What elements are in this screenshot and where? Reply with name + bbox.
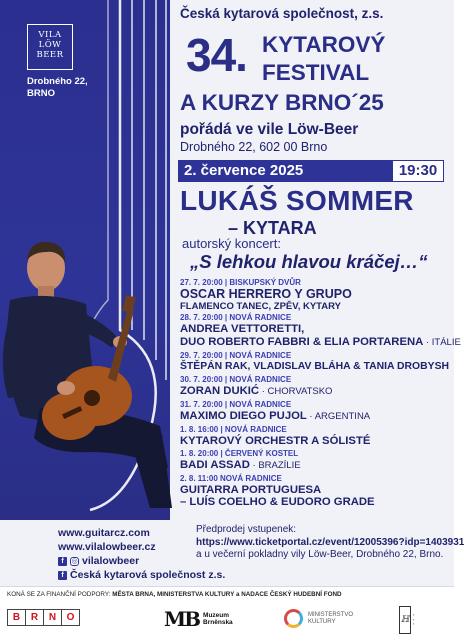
program-item-meta: 1. 8. 16:00 | NOVÁ RADNICE	[180, 424, 287, 434]
website-link-vilalowbeer[interactable]: www.vilalowbeer.cz	[58, 541, 156, 553]
ticket-sales-heading: Předprodej vstupenek:	[196, 524, 297, 535]
museum-brnenska-logo	[164, 607, 233, 631]
program-item-country: · ITÁLIE	[423, 336, 461, 348]
program-item-title: KYTAROVÝ ORCHESTR A SÓLISTÉ	[180, 434, 371, 447]
program-item-title: ANDREA VETTORETTI,	[180, 323, 305, 335]
logo-line: LÖW	[38, 40, 62, 50]
address-line: Drobného 22, 602 00 Brno	[180, 140, 328, 154]
organizer-name: Česká kytarová společnost, z.s.	[180, 6, 384, 21]
cfh-logo-text: ▪ ▪ ▪	[413, 613, 415, 627]
museum-logo-text	[203, 612, 233, 627]
concert-type: autorský koncert:	[182, 236, 281, 251]
facebook-page-link[interactable]	[58, 568, 225, 582]
performer-instrument: – KYTARA	[228, 218, 317, 238]
program-item-meta: 29. 7. 20:00 | NOVÁ RADNICE	[180, 350, 292, 360]
museum-logo-mark: MB	[164, 607, 200, 631]
program-item-country: · ARGENTINA	[306, 410, 371, 422]
festival-number: 34.	[186, 29, 247, 81]
program-item-title: ZORAN DUKIĆ	[180, 384, 260, 397]
website-link-guitarcz[interactable]: www.guitarcz.com	[58, 527, 150, 539]
concert-date-bar	[178, 160, 444, 182]
instagram-icon: ◎	[71, 557, 78, 565]
cesky-hudebni-fond-logo	[399, 605, 439, 635]
venue-address-line: Drobného 22,	[27, 76, 88, 87]
ministry-logo-line: KULTURY	[308, 618, 336, 625]
program-item	[180, 278, 450, 312]
festival-title-line2: FESTIVAL	[262, 60, 370, 85]
ticket-sales	[196, 524, 464, 562]
ministry-logo-text	[308, 612, 353, 626]
facebook-icon: f	[58, 571, 67, 580]
program-item-country: · BRAZÍLIE	[249, 459, 301, 471]
program-item-title: ŠTĚPÁN RAK, VLADISLAV BLÁHA & TANIA DROBYSH	[180, 360, 450, 372]
program-item-meta: 30. 7. 20:00 | NOVÁ RADNICE	[180, 374, 292, 384]
program-item-title: MAXIMO DIEGO PUJOL	[180, 409, 307, 422]
program-item	[180, 313, 461, 349]
brno-city-logo	[7, 609, 79, 626]
program-item-title: GUITARRA PORTUGUESA	[180, 483, 322, 496]
vila-lowbeer-logo	[27, 24, 73, 70]
funders-text	[7, 591, 342, 598]
funders-prefix: KONÁ SE ZA FINANČNÍ PODPORY:	[7, 591, 111, 598]
facebook-icon: f	[58, 557, 67, 566]
logo-line: BEER	[36, 50, 64, 60]
program-item	[180, 425, 450, 448]
program-item-title: BADI ASSAD	[180, 458, 250, 471]
funders-footer	[0, 586, 454, 641]
ticket-sales-note: a u večerní pokladny vily Löw-Beer, Drobného 22, Brno.	[196, 549, 444, 561]
guitarist-photo	[0, 238, 180, 518]
ministry-logo-line: MINISTERSTVO	[308, 611, 354, 618]
program-item-meta: 27. 7. 20:00 | BISKUPSKÝ DVŮR	[180, 278, 301, 287]
program-item-extra: FLAMENCO TANEC, ZPĚV, KYTARY	[180, 300, 341, 312]
facebook-page-name: Česká kytarová společnost z.s.	[70, 569, 226, 581]
social-handle: vilalowbeer	[82, 555, 140, 567]
funders-names: MĚSTA BRNA, MINISTERSTVA KULTURY a NADACE ČESKÝ HUDEBNÍ FOND	[112, 591, 342, 598]
venue-address-line: BRNO	[27, 88, 55, 99]
program-item-extra: DUO ROBERTO FABBRI & ELIA PORTARENA	[180, 335, 424, 348]
program-item-extra: – LUÍS COELHO & EUDORO GRADE	[180, 496, 375, 508]
program-item	[180, 400, 450, 424]
brno-logo-letter: B	[7, 609, 26, 626]
brno-logo-letter: N	[43, 609, 62, 626]
logo-line: VILA	[38, 30, 62, 40]
concert-title: „S lehkou hlavou kráčej…“	[190, 251, 428, 272]
program-item-meta: 31. 7. 20:00 | NOVÁ RADNICE	[180, 399, 292, 409]
museum-logo-line: Brněnska	[203, 619, 233, 626]
program-item	[180, 351, 450, 374]
program-item-meta: 2. 8. 11:00 NOVÁ RADNICE	[180, 473, 282, 483]
concert-time: 19:30	[392, 160, 444, 182]
host-line: pořádá ve vile Löw-Beer	[180, 121, 359, 138]
program-item	[180, 375, 450, 399]
festival-title-line3: A KURZY BRNO´25	[180, 90, 384, 115]
ministry-logo-icon	[284, 609, 303, 628]
program-item-country: · CHORVATSKO	[259, 385, 333, 397]
program-item-title: OSCAR HERRERO Y GRUPO	[180, 287, 352, 301]
brno-logo-letter: R	[25, 609, 44, 626]
brno-logo-letter: O	[61, 609, 80, 626]
festival-title-line1: KYTAROVÝ	[262, 32, 386, 57]
performer-name: LUKÁŠ SOMMER	[180, 185, 414, 216]
festival-program	[180, 278, 461, 510]
program-item-meta: 1. 8. 20:00 | ČERVENÝ KOSTEL	[180, 448, 299, 458]
ticket-sales-url[interactable]: https://www.ticketportal.cz/event/12005396?idp=1403931	[196, 536, 464, 548]
concert-date: 2. července 2025	[184, 162, 304, 179]
ministry-of-culture-logo	[284, 609, 353, 628]
venue-address	[27, 76, 88, 100]
program-item-meta: 28. 7. 20:00 | NOVÁ RADNICE	[180, 313, 292, 322]
cfh-logo-mark: ℍ	[399, 606, 411, 634]
program-item	[180, 449, 450, 473]
museum-logo-line: Muzeum	[203, 611, 230, 619]
program-item	[180, 474, 450, 509]
